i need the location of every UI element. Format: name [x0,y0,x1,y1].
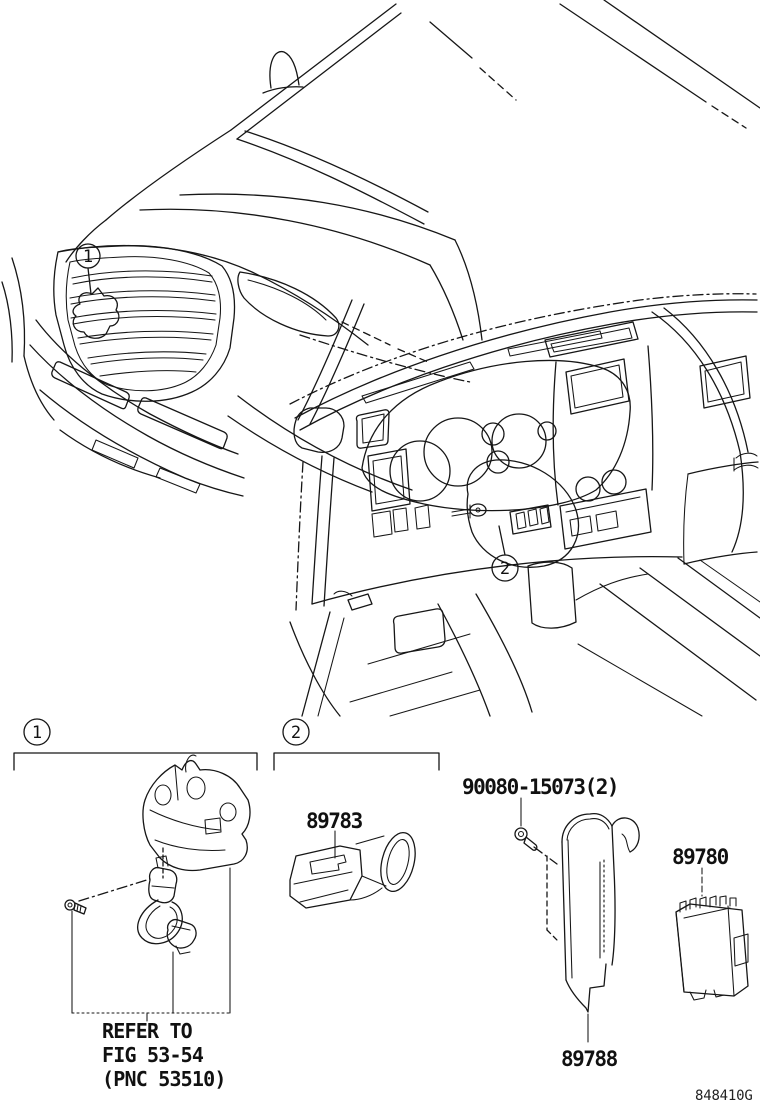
refer-note-line-3: (PNC 53510) [102,1067,226,1091]
column-cover-art [562,814,639,1042]
part-number-89788: 89788 [561,1047,617,1071]
instrument-panel-art [290,294,760,716]
refer-note-line-2: FIG 53-54 [102,1043,204,1067]
ecu-art [676,868,748,1000]
hood-lock-screw-art [65,879,150,914]
group-2-bracket [274,753,439,770]
part-number-90080-15073: 90080-15073(2) [462,775,619,799]
group-1-label: 1 [31,723,43,743]
refer-note-line-1: REFER TO [102,1019,192,1043]
callout-1-front [76,244,100,294]
group-1-bracket [14,753,257,770]
hood-lock-art [138,755,250,954]
part-number-89783: 89783 [306,809,362,833]
part-number-89780: 89780 [672,845,728,869]
transponder-amplifier-art [290,829,421,908]
callout-1-front-number: 1 [82,247,94,267]
group-1-reference-box [72,868,230,1021]
group-1 [14,719,257,1091]
callout-2-dash-number: 2 [499,559,511,579]
cover-screw-art [515,798,557,940]
group-2-label: 2 [290,723,302,743]
group-2 [274,719,748,1071]
figure-code: 848410G [695,1088,753,1104]
